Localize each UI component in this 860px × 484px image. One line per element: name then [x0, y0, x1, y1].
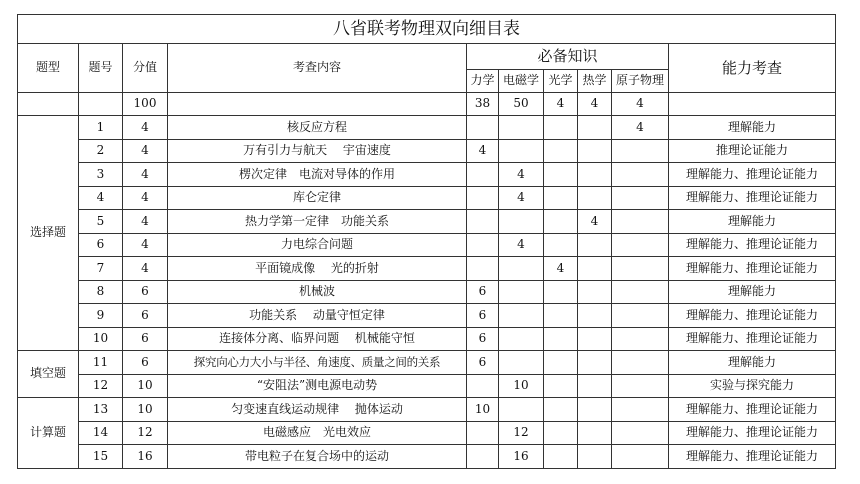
table-row: [18, 445, 836, 469]
optics-score: 4: [544, 257, 578, 281]
mechanics-score: 10: [467, 398, 499, 422]
header-type: 题型: [18, 44, 79, 93]
question-number: 3: [79, 163, 123, 187]
optics-score: [544, 374, 578, 398]
question-type: 选择题: [18, 116, 79, 351]
question-number: 10: [79, 327, 123, 351]
em-score: [499, 280, 544, 304]
em-score: 4: [499, 233, 544, 257]
thermal-score: [578, 421, 612, 445]
mechanics-score: 6: [467, 280, 499, 304]
optics-score: [544, 398, 578, 422]
question-score: 6: [123, 304, 168, 328]
header-optics: 光学: [544, 70, 578, 93]
em-score: [499, 327, 544, 351]
thermal-score: [578, 374, 612, 398]
table-row: [18, 327, 836, 351]
mechanics-score: 6: [467, 351, 499, 375]
ability: 理解能力、推理论证能力: [669, 257, 836, 281]
thermal-score: [578, 304, 612, 328]
question-content: 带电粒子在复合场中的运动: [168, 445, 467, 469]
thermal-score: [578, 445, 612, 469]
ability: 理解能力、推理论证能力: [669, 186, 836, 210]
mechanics-score: [467, 116, 499, 140]
mechanics-score: [467, 421, 499, 445]
atomic-score: [612, 421, 669, 445]
ability: 理解能力: [669, 280, 836, 304]
header-score: 分值: [123, 44, 168, 93]
question-content: 功能关系 动量守恒定律: [168, 304, 467, 328]
em-score: 4: [499, 163, 544, 187]
optics-score: [544, 304, 578, 328]
question-number: 15: [79, 445, 123, 469]
atomic-score: [612, 139, 669, 163]
em-score: [499, 257, 544, 281]
question-number: 12: [79, 374, 123, 398]
question-score: 10: [123, 398, 168, 422]
mechanics-score: [467, 186, 499, 210]
ability: 理解能力、推理论证能力: [669, 233, 836, 257]
question-content: 力电综合问题: [168, 233, 467, 257]
mechanics-score: 6: [467, 304, 499, 328]
ability: 理解能力、推理论证能力: [669, 421, 836, 445]
question-content: 探究向心力大小与半径、角速度、质量之间的关系: [168, 351, 467, 375]
question-score: 16: [123, 445, 168, 469]
table-row: [18, 304, 836, 328]
optics-score: [544, 139, 578, 163]
table-row: [18, 186, 836, 210]
em-score: 16: [499, 445, 544, 469]
total-score: 100: [123, 93, 168, 116]
header-em: 电磁学: [499, 70, 544, 93]
thermal-score: [578, 163, 612, 187]
question-content: 万有引力与航天 宇宙速度: [168, 139, 467, 163]
header-mechanics: 力学: [467, 70, 499, 93]
em-score: [499, 210, 544, 234]
ability: 理解能力: [669, 116, 836, 140]
question-content: 机械波: [168, 280, 467, 304]
total-thermal: 4: [578, 93, 612, 116]
em-score: 10: [499, 374, 544, 398]
atomic-score: [612, 374, 669, 398]
question-number: 1: [79, 116, 123, 140]
question-content: 热力学第一定律 功能关系: [168, 210, 467, 234]
detail-table: [17, 14, 836, 469]
thermal-score: [578, 327, 612, 351]
thermal-score: [578, 186, 612, 210]
em-score: 4: [499, 186, 544, 210]
thermal-score: [578, 280, 612, 304]
question-content: 连接体分离、临界问题 机械能守恒: [168, 327, 467, 351]
question-score: 12: [123, 421, 168, 445]
optics-score: [544, 327, 578, 351]
total-mechanics: 38: [467, 93, 499, 116]
atomic-score: [612, 210, 669, 234]
atomic-score: [612, 280, 669, 304]
atomic-score: [612, 327, 669, 351]
question-score: 4: [123, 257, 168, 281]
ability: 理解能力: [669, 351, 836, 375]
question-number: 14: [79, 421, 123, 445]
atomic-score: [612, 304, 669, 328]
question-content: 平面镜成像 光的折射: [168, 257, 467, 281]
em-score: [499, 351, 544, 375]
em-score: [499, 304, 544, 328]
em-score: [499, 139, 544, 163]
table-row: [18, 116, 836, 140]
question-number: 6: [79, 233, 123, 257]
question-content: 楞次定律 电流对导体的作用: [168, 163, 467, 187]
question-score: 6: [123, 327, 168, 351]
total-atomic: 4: [612, 93, 669, 116]
question-content: 电磁感应 光电效应: [168, 421, 467, 445]
question-number: 5: [79, 210, 123, 234]
mechanics-score: [467, 374, 499, 398]
question-score: 6: [123, 280, 168, 304]
ability: 理解能力: [669, 210, 836, 234]
optics-score: [544, 186, 578, 210]
header-knowledge: 必备知识: [467, 44, 669, 70]
total-em: 50: [499, 93, 544, 116]
mechanics-score: 6: [467, 327, 499, 351]
mechanics-score: [467, 233, 499, 257]
question-content: 核反应方程: [168, 116, 467, 140]
table-row: [18, 351, 836, 375]
question-number: 9: [79, 304, 123, 328]
atomic-score: [612, 398, 669, 422]
question-content: 匀变速直线运动规律 抛体运动: [168, 398, 467, 422]
mechanics-score: [467, 163, 499, 187]
question-number: 2: [79, 139, 123, 163]
optics-score: [544, 116, 578, 140]
em-score: [499, 398, 544, 422]
ability: 理解能力、推理论证能力: [669, 304, 836, 328]
header-content: 考查内容: [168, 44, 467, 93]
thermal-score: 4: [578, 210, 612, 234]
optics-score: [544, 280, 578, 304]
total-optics: 4: [544, 93, 578, 116]
question-number: 11: [79, 351, 123, 375]
table-row: [18, 163, 836, 187]
ability: 理解能力、推理论证能力: [669, 398, 836, 422]
ability: 理解能力、推理论证能力: [669, 445, 836, 469]
mechanics-score: [467, 445, 499, 469]
totals-row: [18, 93, 836, 116]
table-row: [18, 280, 836, 304]
table-row: [18, 421, 836, 445]
header-ability: 能力考查: [669, 44, 836, 93]
question-number: 4: [79, 186, 123, 210]
mechanics-score: [467, 257, 499, 281]
optics-score: [544, 445, 578, 469]
question-score: 4: [123, 116, 168, 140]
header-number: 题号: [79, 44, 123, 93]
em-score: 12: [499, 421, 544, 445]
table-row: [18, 139, 836, 163]
mechanics-score: [467, 210, 499, 234]
atomic-score: [612, 445, 669, 469]
atomic-score: 4: [612, 116, 669, 140]
ability: 理解能力、推理论证能力: [669, 327, 836, 351]
question-content: “安阻法”测电源电动势: [168, 374, 467, 398]
question-number: 8: [79, 280, 123, 304]
em-score: [499, 116, 544, 140]
atomic-score: [612, 163, 669, 187]
question-score: 4: [123, 163, 168, 187]
thermal-score: [578, 116, 612, 140]
optics-score: [544, 163, 578, 187]
table-row: [18, 398, 836, 422]
optics-score: [544, 351, 578, 375]
question-score: 4: [123, 139, 168, 163]
question-score: 4: [123, 210, 168, 234]
ability: 理解能力、推理论证能力: [669, 163, 836, 187]
question-number: 13: [79, 398, 123, 422]
question-type: 计算题: [18, 398, 79, 469]
thermal-score: [578, 398, 612, 422]
question-type: 填空题: [18, 351, 79, 398]
question-number: 7: [79, 257, 123, 281]
ability: 推理论证能力: [669, 139, 836, 163]
optics-score: [544, 421, 578, 445]
question-content: 库仑定律: [168, 186, 467, 210]
optics-score: [544, 210, 578, 234]
header-atomic: 原子物理: [612, 70, 669, 93]
ability: 实验与探究能力: [669, 374, 836, 398]
atomic-score: [612, 186, 669, 210]
question-score: 6: [123, 351, 168, 375]
mechanics-score: 4: [467, 139, 499, 163]
atomic-score: [612, 351, 669, 375]
table-row: [18, 374, 836, 398]
question-score: 4: [123, 186, 168, 210]
table-row: [18, 210, 836, 234]
atomic-score: [612, 257, 669, 281]
thermal-score: [578, 233, 612, 257]
header-thermal: 热学: [578, 70, 612, 93]
table-row: [18, 233, 836, 257]
thermal-score: [578, 257, 612, 281]
atomic-score: [612, 233, 669, 257]
thermal-score: [578, 351, 612, 375]
thermal-score: [578, 139, 612, 163]
table-row: [18, 257, 836, 281]
optics-score: [544, 233, 578, 257]
question-score: 10: [123, 374, 168, 398]
table-title: 八省联考物理双向细目表: [18, 15, 836, 44]
question-score: 4: [123, 233, 168, 257]
